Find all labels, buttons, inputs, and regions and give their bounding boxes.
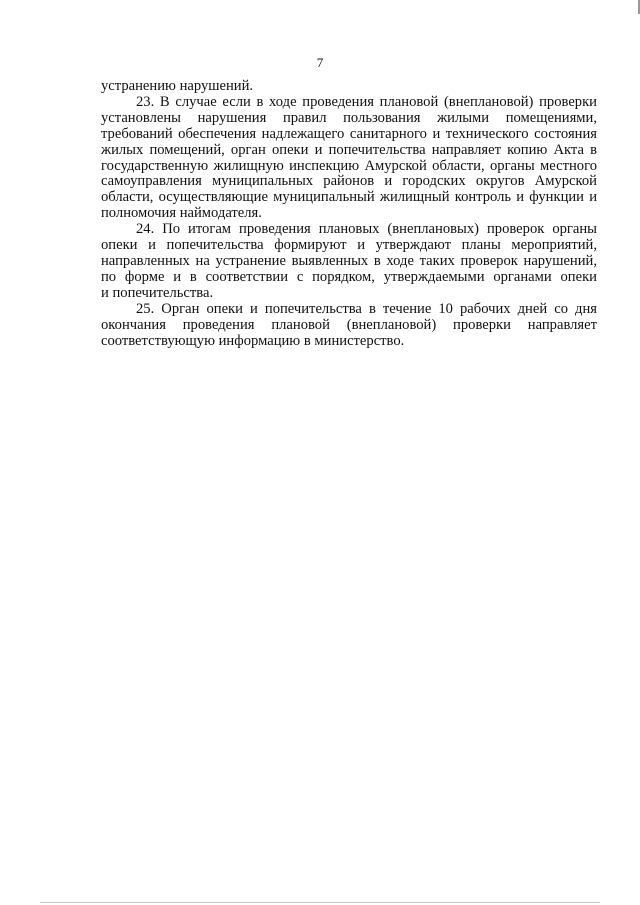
page-number: 7 [316, 55, 324, 70]
text-line: установлены нарушения правил пользования жилыми помещениями, [101, 109, 597, 126]
text-line: соответствующую информацию в министерство. [101, 332, 405, 349]
text-line: самоуправления муниципальных районов и городских округов Амурской [101, 173, 597, 190]
text-line: и попечительства. [101, 284, 214, 301]
document-body [101, 79, 597, 349]
text-line: государственную жилищную инспекцию Амурской области, органы местного [101, 157, 597, 174]
text-line: устранению нарушений. [101, 78, 254, 94]
paragraph-23-start: 23. В случае если в ходе проведения плановой (внеплановой) проверки [136, 93, 597, 110]
text-line: области, осуществляющие муниципальный жилищный контроль и функции и [101, 189, 597, 206]
text-line: опеки и попечительства формируют и утверждают планы мероприятий, [101, 237, 597, 254]
text-line: окончания проведения плановой (внеплановой) проверки направляет [101, 316, 597, 333]
text-line: полномочия наймодателя. [101, 205, 262, 222]
paragraph-25-start: 25. Орган опеки и попечительства в течение 10 рабочих дней со дня [136, 300, 597, 317]
text-line: направленных на устранение выявленных в ходе таких проверок нарушений, [101, 252, 597, 269]
text-line: жилых помещений, орган опеки и попечительства направляет копию Акта в [101, 141, 597, 158]
text-line: по форме и в соответствии с порядком, утверждаемыми органами опеки [101, 268, 597, 285]
text-line: требований обеспечения надлежащего санитарного и технического состояния [101, 125, 597, 142]
paragraph-24-start: 24. По итогам проведения плановых (внеплановых) проверок органы [136, 221, 597, 238]
scan-bottom-edge [40, 902, 600, 903]
